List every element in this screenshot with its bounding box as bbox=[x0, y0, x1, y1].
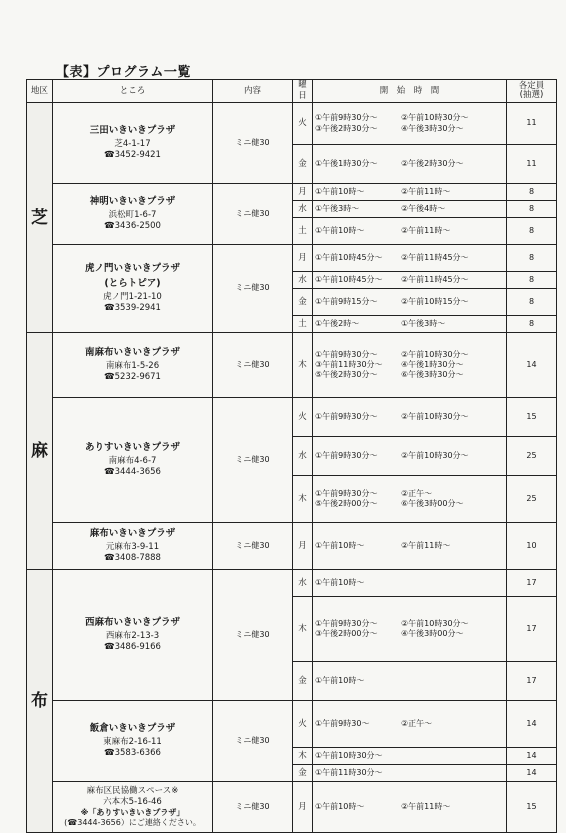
table-row bbox=[27, 184, 557, 201]
start-time: ①午前10時～ bbox=[315, 186, 365, 196]
capacity-cell: 15 bbox=[507, 398, 557, 437]
location-address: 東麻布2-16-11 bbox=[103, 737, 162, 748]
day-cell: 火 bbox=[293, 398, 313, 437]
capacity-cell: 14 bbox=[507, 701, 557, 748]
capacity-cell: 25 bbox=[507, 437, 557, 476]
start-time: ②午前11時45分～ bbox=[401, 274, 469, 284]
day-cell: 火 bbox=[293, 701, 313, 748]
start-time: ①午前9時30分～ bbox=[315, 618, 378, 628]
times-cell bbox=[313, 245, 507, 272]
day-cell: 火 bbox=[293, 103, 313, 145]
capacity-cell: 8 bbox=[507, 289, 557, 316]
capacity-cell: 11 bbox=[507, 103, 557, 145]
start-time: ④午後3時30分～ bbox=[401, 123, 464, 133]
program-table bbox=[26, 79, 557, 833]
start-time: ⑥午後3時00分～ bbox=[401, 499, 464, 509]
start-time: ①午前10時～ bbox=[315, 540, 365, 550]
capacity-cell: 10 bbox=[507, 523, 557, 570]
day-cell: 月 bbox=[293, 782, 313, 833]
content-cell: ミニ健30 bbox=[213, 398, 293, 523]
day-cell: 月 bbox=[293, 523, 313, 570]
day-cell: 金 bbox=[293, 289, 313, 316]
times-cell bbox=[313, 765, 507, 782]
table-row bbox=[27, 103, 557, 145]
day-cell: 木 bbox=[293, 476, 313, 523]
times-cell bbox=[313, 597, 507, 662]
location-name: ありすいきいきプラザ bbox=[84, 441, 180, 453]
start-time: ②午前10時15分～ bbox=[401, 296, 469, 306]
times-cell bbox=[313, 701, 507, 748]
table-row bbox=[27, 523, 557, 570]
start-time: ③午後2時30分～ bbox=[315, 123, 378, 133]
header-content: 内容 bbox=[213, 80, 293, 103]
day-cell: 木 bbox=[293, 597, 313, 662]
start-time: ②午後2時30分～ bbox=[401, 158, 464, 168]
location-cell bbox=[53, 701, 213, 782]
location-name: 麻布いきいきプラザ bbox=[89, 527, 176, 539]
location-cell bbox=[53, 398, 213, 523]
table-row bbox=[27, 245, 557, 272]
start-time: ①午後3時～ bbox=[401, 318, 446, 328]
times-cell bbox=[313, 570, 507, 597]
page-title: 【表】プログラム一覧 bbox=[56, 65, 191, 80]
header-day: 曜日 bbox=[293, 80, 313, 103]
location-phone: ☎5232-9671 bbox=[104, 372, 161, 383]
location-name: 飯倉いきいきプラザ bbox=[89, 722, 176, 734]
location-name-sub: (とらトピア) bbox=[104, 277, 161, 289]
location-cell bbox=[53, 184, 213, 245]
location-address: 芝4-1-17 bbox=[114, 139, 151, 150]
start-time: ②午前10時30分～ bbox=[401, 450, 469, 460]
content-cell: ミニ健30 bbox=[213, 523, 293, 570]
start-time: ①午前9時30分～ bbox=[315, 411, 378, 421]
table-row bbox=[27, 398, 557, 437]
start-time: ②午前10時30分～ bbox=[401, 113, 469, 123]
location-name: 虎ノ門いきいきプラザ bbox=[84, 263, 180, 275]
times-cell bbox=[313, 523, 507, 570]
start-time: ①午前10時～ bbox=[315, 801, 365, 811]
location-phone: ☎3452-9421 bbox=[104, 150, 161, 161]
times-cell bbox=[313, 272, 507, 289]
location-address: 六本木5-16-46 bbox=[103, 796, 162, 807]
start-time: ④午後1時30分～ bbox=[401, 359, 464, 369]
times-cell bbox=[313, 437, 507, 476]
times-cell bbox=[313, 476, 507, 523]
times-cell bbox=[313, 333, 507, 398]
district-azabu-2: 布 bbox=[27, 570, 53, 833]
location-name: 西麻布いきいきプラザ bbox=[84, 616, 180, 628]
day-cell: 金 bbox=[293, 765, 313, 782]
start-time: ①午前9時30分～ bbox=[315, 349, 378, 359]
location-cell bbox=[53, 570, 213, 701]
times-cell bbox=[313, 316, 507, 333]
table-row bbox=[27, 701, 557, 748]
start-time: ③午前11時30分～ bbox=[315, 359, 383, 369]
content-cell: ミニ健30 bbox=[213, 245, 293, 333]
times-cell bbox=[313, 201, 507, 218]
location-address: 浜松町1-6-7 bbox=[108, 210, 157, 221]
table-row bbox=[27, 782, 557, 833]
location-phone: ☎3486-9166 bbox=[104, 642, 161, 653]
day-cell: 土 bbox=[293, 316, 313, 333]
day-cell: 水 bbox=[293, 201, 313, 218]
times-cell bbox=[313, 145, 507, 184]
location-cell bbox=[53, 523, 213, 570]
start-time: ①午前10時～ bbox=[315, 577, 365, 587]
start-time: ①午前9時30～ bbox=[315, 718, 370, 728]
capacity-cell: 15 bbox=[507, 782, 557, 833]
location-address: 南麻布1-5-26 bbox=[105, 361, 160, 372]
times-cell bbox=[313, 289, 507, 316]
capacity-cell: 11 bbox=[507, 145, 557, 184]
day-cell: 木 bbox=[293, 748, 313, 765]
location-phone: ☎3408-7888 bbox=[104, 553, 161, 564]
header-location: ところ bbox=[53, 80, 213, 103]
location-cell bbox=[53, 333, 213, 398]
location-address: 元麻布3-9-11 bbox=[105, 542, 160, 553]
start-time: ①午後3時～ bbox=[315, 203, 360, 213]
start-time: ①午後2時～ bbox=[315, 318, 360, 328]
capacity-cell: 14 bbox=[507, 333, 557, 398]
times-cell bbox=[313, 662, 507, 701]
start-time: ⑥午後3時30分～ bbox=[401, 370, 464, 380]
location-contact-note: ※「ありすいきいきプラザ」 bbox=[80, 807, 185, 817]
day-cell: 月 bbox=[293, 184, 313, 201]
capacity-cell: 8 bbox=[507, 201, 557, 218]
start-time: ②午前10時30分～ bbox=[401, 618, 469, 628]
capacity-cell: 8 bbox=[507, 272, 557, 289]
content-cell: ミニ健30 bbox=[213, 333, 293, 398]
start-time: ⑤午後2時30分～ bbox=[315, 370, 378, 380]
header-capacity-line2: (抽選) bbox=[519, 90, 544, 101]
start-time: ①午前9時30分～ bbox=[315, 450, 378, 460]
location-name: 三田いきいきプラザ bbox=[89, 124, 176, 136]
day-cell: 土 bbox=[293, 218, 313, 245]
day-cell: 水 bbox=[293, 272, 313, 289]
times-cell bbox=[313, 218, 507, 245]
times-cell bbox=[313, 748, 507, 765]
capacity-cell: 25 bbox=[507, 476, 557, 523]
location-name: 神明いきいきプラザ bbox=[89, 195, 176, 207]
capacity-cell: 8 bbox=[507, 218, 557, 245]
location-phone: ☎3583-6366 bbox=[104, 748, 161, 759]
day-cell: 金 bbox=[293, 145, 313, 184]
content-cell: ミニ健30 bbox=[213, 184, 293, 245]
table-row bbox=[27, 570, 557, 597]
location-cell bbox=[53, 245, 213, 333]
day-cell: 水 bbox=[293, 570, 313, 597]
start-time: ③午後2時00分～ bbox=[315, 629, 378, 639]
location-name: 南麻布いきいきプラザ bbox=[84, 346, 180, 358]
start-time: ①午前10時45分～ bbox=[315, 252, 383, 262]
location-address: 西麻布2-13-3 bbox=[105, 631, 160, 642]
header-times: 開 始 時 間 bbox=[313, 80, 507, 103]
start-time: ①午後1時30分～ bbox=[315, 158, 378, 168]
location-cell bbox=[53, 782, 213, 833]
start-time: ②午前10時30分～ bbox=[401, 411, 469, 421]
start-time: ②午後4時～ bbox=[401, 203, 446, 213]
start-time: ②午前11時～ bbox=[401, 225, 451, 235]
times-cell bbox=[313, 184, 507, 201]
capacity-cell: 8 bbox=[507, 184, 557, 201]
district-shiba: 芝 bbox=[27, 103, 53, 333]
start-time: ④午後3時00分～ bbox=[401, 629, 464, 639]
capacity-cell: 17 bbox=[507, 597, 557, 662]
start-time: ②午前11時45分～ bbox=[401, 252, 469, 262]
location-address: 虎ノ門1-21-10 bbox=[103, 291, 162, 302]
start-time: ②正午～ bbox=[401, 718, 433, 728]
start-time: ②午前11時～ bbox=[401, 801, 451, 811]
start-time: ②正午～ bbox=[401, 488, 433, 498]
start-time: ②午前11時～ bbox=[401, 540, 451, 550]
start-time: ①午前10時～ bbox=[315, 225, 365, 235]
content-cell: ミニ健30 bbox=[213, 570, 293, 701]
location-phone: ☎3436-2500 bbox=[104, 221, 161, 232]
start-time: ①午前10時30分～ bbox=[315, 750, 383, 760]
day-cell: 金 bbox=[293, 662, 313, 701]
start-time: ②午前10時30分～ bbox=[401, 349, 469, 359]
location-contact-phone: (☎3444-3656）にご連絡ください。 bbox=[64, 818, 201, 828]
location-name: 麻布区民協働スペース※ bbox=[86, 785, 179, 796]
content-cell: ミニ健30 bbox=[213, 103, 293, 184]
start-time: ⑤午後2時00分～ bbox=[315, 499, 378, 509]
content-cell: ミニ健30 bbox=[213, 782, 293, 833]
capacity-cell: 8 bbox=[507, 245, 557, 272]
times-cell bbox=[313, 398, 507, 437]
times-cell bbox=[313, 782, 507, 833]
table-row bbox=[27, 333, 557, 398]
header-capacity bbox=[507, 80, 557, 103]
header-capacity-line1: 各定員 bbox=[518, 80, 545, 91]
start-time: ①午前10時45分～ bbox=[315, 274, 383, 284]
capacity-cell: 8 bbox=[507, 316, 557, 333]
table-header-row bbox=[27, 80, 557, 103]
start-time: ②午前11時～ bbox=[401, 186, 451, 196]
day-cell: 月 bbox=[293, 245, 313, 272]
district-azabu-1: 麻 bbox=[27, 333, 53, 570]
capacity-cell: 17 bbox=[507, 570, 557, 597]
location-address: 南麻布4-6-7 bbox=[108, 456, 157, 467]
day-cell: 水 bbox=[293, 437, 313, 476]
capacity-cell: 14 bbox=[507, 765, 557, 782]
content-cell: ミニ健30 bbox=[213, 701, 293, 782]
start-time: ①午前9時30分～ bbox=[315, 113, 378, 123]
day-cell: 木 bbox=[293, 333, 313, 398]
location-phone: ☎3539-2941 bbox=[104, 302, 161, 313]
start-time: ①午前10時～ bbox=[315, 675, 365, 685]
header-district: 地区 bbox=[27, 80, 53, 103]
start-time: ①午前11時30分～ bbox=[315, 767, 383, 777]
capacity-cell: 17 bbox=[507, 662, 557, 701]
start-time: ①午前9時15分～ bbox=[315, 296, 378, 306]
location-phone: ☎3444-3656 bbox=[104, 467, 161, 478]
capacity-cell: 14 bbox=[507, 748, 557, 765]
location-cell bbox=[53, 103, 213, 184]
start-time: ①午前9時30分～ bbox=[315, 488, 378, 498]
times-cell bbox=[313, 103, 507, 145]
